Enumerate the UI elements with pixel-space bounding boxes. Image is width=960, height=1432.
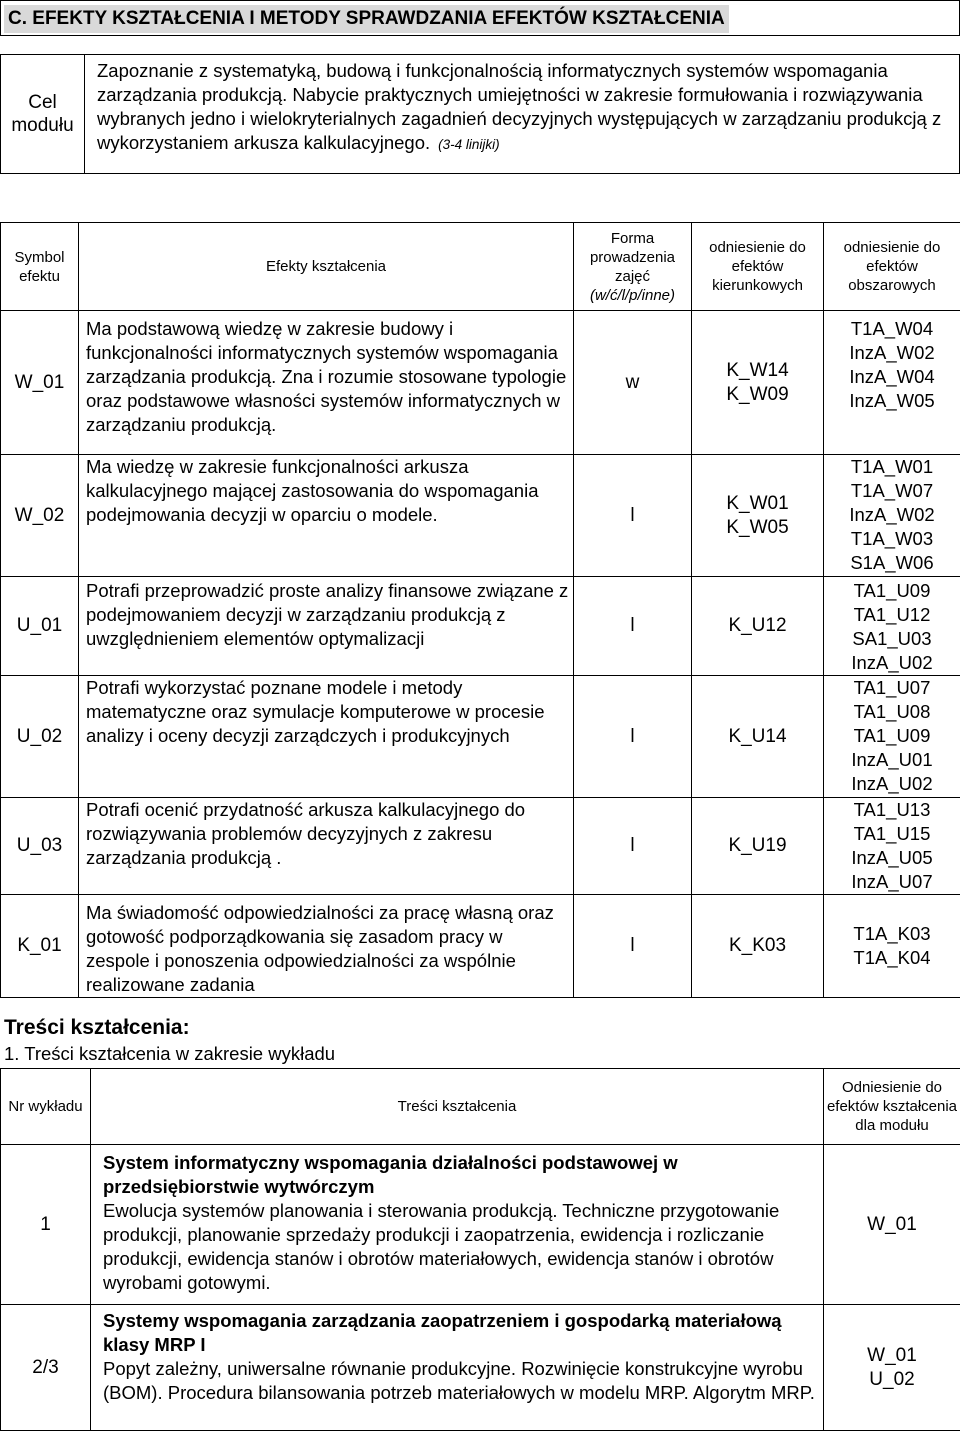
- efekt-text: Potrafi przeprowadzić proste analizy finansowe związane z podejmowaniem decyzji w zarządzaniu produkcją z uwzględnieniem elementów optymalizacji: [79, 577, 574, 676]
- efekty-row: [1, 311, 960, 455]
- efekt-obsz: T1A_K03 T1A_K04: [824, 895, 960, 998]
- header-kier: odniesienie do efektów kierunkowych: [692, 223, 824, 311]
- efekt-kier: K_W14 K_W09: [692, 311, 824, 455]
- tresci-subtitle: 1. Treści kształcenia w zakresie wykładu: [4, 1043, 336, 1064]
- tresci-table: [0, 1068, 960, 1431]
- cel-text-block: [97, 59, 951, 157]
- efekt-obsz: TA1_U13 TA1_U15 InzA_U05 InzA_U07: [824, 798, 960, 895]
- header-symbol: Symbol efektu: [1, 223, 79, 311]
- efekt-text: Ma podstawową wiedzę w zakresie budowy i funkcjonalności informatycznych systemów wspomagania zarządzania produkcją. Zna i rozumie stosowane typologie oraz podstawowe własności systemów informatycznych w zarządzaniu produkcją.: [79, 311, 574, 455]
- tresci-body: [91, 1145, 824, 1305]
- efekt-symbol: K_01: [1, 895, 79, 998]
- tresci-topic-text: Popyt zależny, uniwersalne równanie produkcyjne. Rozwinięcie konstrukcyjne wyrobu (BOM). Procedura bilansowania potrzeb materiałowych w modelu MRP. Algorytm MRP.: [103, 1358, 815, 1403]
- tresci-odn: W_01 U_02: [824, 1305, 960, 1431]
- header-forma: [574, 223, 692, 311]
- header-obsz: odniesienie do efektów obszarowych: [824, 223, 960, 311]
- header-forma-note: (w/ć/l/p/inne): [589, 286, 676, 304]
- tresci-nr: 1: [1, 1145, 91, 1305]
- tresci-title: Treści kształcenia:: [4, 1016, 190, 1039]
- efekt-text: Potrafi ocenić przydatność arkusza kalkulacyjnego do rozwiązywania problemów decyzyjnych z zakresu zarządzania produkcją .: [79, 798, 574, 895]
- efekt-obsz: TA1_U07 TA1_U08 TA1_U09 InzA_U01 InzA_U02: [824, 676, 960, 798]
- header-odn: Odniesienie do efektów kształcenia dla modułu: [824, 1069, 960, 1145]
- efekt-text: Ma świadomość odpowiedzialności za pracę własną oraz gotowość podporządkowania się zasadom pracy w zespole i ponoszenia odpowiedzialności za wspólnie realizowane zadania: [79, 895, 574, 998]
- efekt-forma: l: [574, 895, 692, 998]
- tresci-nr: 2/3: [1, 1305, 91, 1431]
- efekt-symbol: W_02: [1, 455, 79, 577]
- efekt-obsz: T1A_W01 T1A_W07 InzA_W02 T1A_W03 S1A_W06: [824, 455, 960, 577]
- efekty-row: [1, 798, 960, 895]
- efekt-symbol: U_03: [1, 798, 79, 895]
- efekt-kier: K_U12: [692, 577, 824, 676]
- efekt-kier: K_W01 K_W05: [692, 455, 824, 577]
- header-forma-label: Forma prowadzenia zajęć: [589, 229, 676, 285]
- efekt-obsz: TA1_U09 TA1_U12 SA1_U03 InzA_U02: [824, 577, 960, 676]
- efekt-kier: K_U14: [692, 676, 824, 798]
- tresci-odn: W_01: [824, 1145, 960, 1305]
- efekt-symbol: U_01: [1, 577, 79, 676]
- efekty-row: [1, 895, 960, 998]
- efekt-obsz: T1A_W04 InzA_W02 InzA_W04 InzA_W05: [824, 311, 960, 455]
- efekt-symbol: W_01: [1, 311, 79, 455]
- tresci-topic-title: System informatyczny wspomagania działalności podstawowej w przedsiębiorstwie wytwórczym: [103, 1152, 678, 1197]
- cel-text: Zapoznanie z systematyką, budową i funkcjonalnością informatycznych systemów wspomagania zarządzania produkcją. Nabycie praktycznych umiejętności w zakresie formułowania i rozwiązywania wybranych jedno i wielokryterialnych zagadnień decyzyjnych występujących w zarządzaniu produkcją z wykorzystaniem arkusza kalkulacyjnego.: [97, 60, 942, 153]
- efekt-kier: K_U19: [692, 798, 824, 895]
- efekt-symbol: U_02: [1, 676, 79, 798]
- header-nr: Nr wykładu: [1, 1069, 91, 1145]
- tresci-header-row: [1, 1069, 960, 1145]
- efekty-row: [1, 676, 960, 798]
- efekty-row: [1, 455, 960, 577]
- tresci-row: [1, 1305, 960, 1431]
- efekt-forma: w: [574, 311, 692, 455]
- efekt-forma: l: [574, 676, 692, 798]
- efekt-forma: l: [574, 798, 692, 895]
- section-header: [0, 0, 960, 36]
- tresci-body: [91, 1305, 824, 1431]
- efekt-text: Ma wiedzę w zakresie funkcjonalności arkusza kalkulacyjnego mającej zastosowania do wspomagania podejmowania decyzji w oparciu o modele.: [79, 455, 574, 577]
- efekt-forma: l: [574, 455, 692, 577]
- tresci-topic-text: Ewolucja systemów planowania i sterowania produkcją. Techniczne przygotowanie produkcji, planowanie sprzedaży produkcji i zaopatrzenia, ewidencja i rozliczanie produkcji, ewidencja stanów i obrotów materiałowych, ewidencja stanów i obrotów wyrobami gotowymi.: [103, 1200, 780, 1293]
- efekty-header-row: [1, 223, 960, 311]
- cel-note: (3-4 linijki): [438, 137, 500, 152]
- header-tresci: Treści kształcenia: [91, 1069, 824, 1145]
- efekty-table: [0, 222, 960, 998]
- efekt-forma: l: [574, 577, 692, 676]
- efekt-text: Potrafi wykorzystać poznane modele i metody matematyczne oraz symulacje komputerowe w procesie analizy i oceny decyzji zarządczych i produkcyjnych: [79, 676, 574, 798]
- cel-label: Cel modułu: [1, 55, 85, 173]
- tresci-topic-title: Systemy wspomagania zarządzania zaopatrzeniem i gospodarką materiałową klasy MRP I: [103, 1310, 782, 1355]
- efekt-kier: K_K03: [692, 895, 824, 998]
- section-title: C. EFEKTY KSZTAŁCENIA I METODY SPRAWDZANIA EFEKTÓW KSZTAŁCENIA: [4, 5, 729, 33]
- header-efekty: Efekty kształcenia: [79, 223, 574, 311]
- tresci-row: [1, 1145, 960, 1305]
- efekty-row: [1, 577, 960, 676]
- cel-modulu-box: [0, 54, 960, 174]
